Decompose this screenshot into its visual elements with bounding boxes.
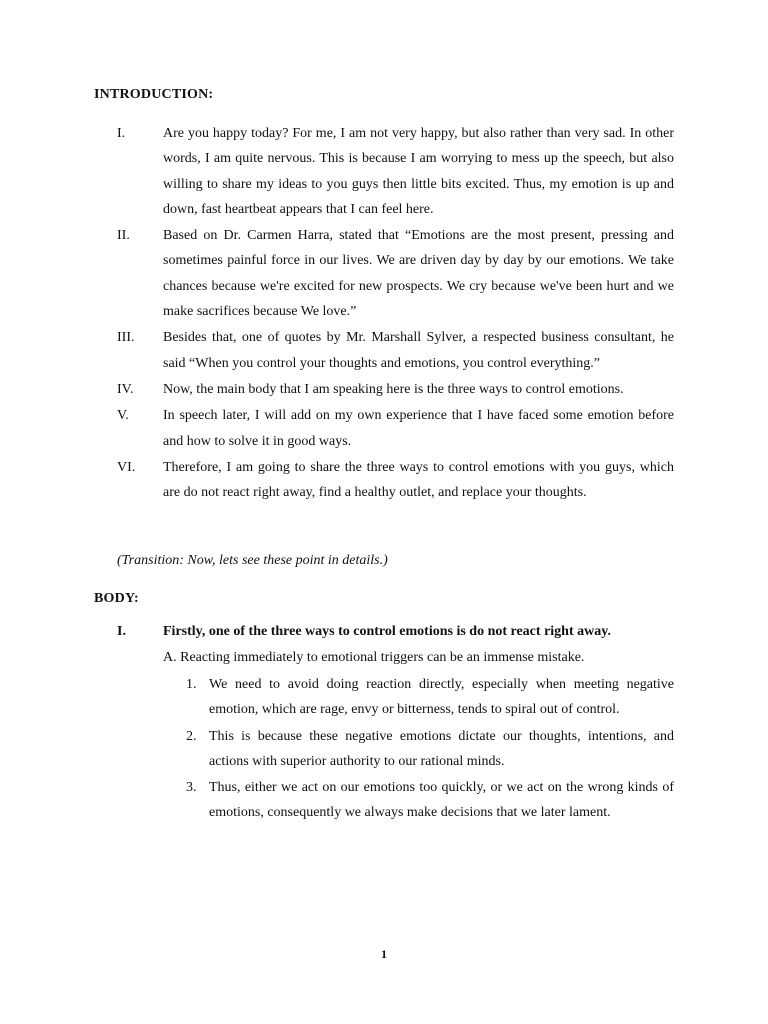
list-item-number: I.	[117, 126, 126, 141]
list-item	[0, 403, 768, 454]
list-item-number: III.	[117, 330, 135, 346]
introduction-heading: INTRODUCTION:	[94, 87, 214, 102]
list-item	[0, 223, 768, 324]
list-item-text: Besides that, one of quotes by Mr. Marshall Sylver, a respected business consultant, he said “When you control your thoughts and emotions, you control everything.”	[163, 330, 674, 371]
list-item	[0, 455, 768, 506]
list-item-number: 3.	[186, 780, 197, 796]
introduction-list	[0, 121, 768, 506]
list-item-text: Therefore, I am going to share the three ways to control emotions with you guys, which are do not react right away, find a healthy outlet, and replace your thoughts.	[163, 459, 674, 501]
list-item-text: In speech later, I will add on my own experience that I have faced some emotion before and how to solve it in good ways.	[163, 408, 674, 449]
page-number: 1	[381, 947, 387, 961]
body-heading: BODY:	[94, 591, 139, 606]
transition-note: (Transition: Now, lets see these point in details.)	[117, 553, 388, 568]
list-item-text: Are you happy today? For me, I am not very happy, but also rather than very sad. In other words, I am quite nervous. This is because I am worrying to mess up the speech, but also willing to share my ideas to you guys then little bits excited. Thus, my emotion is up and down, fast heartbeat appears that I can feel here.	[163, 126, 674, 217]
list-item	[0, 325, 768, 376]
list-item	[0, 724, 768, 775]
list-item-text: Based on Dr. Carmen Harra, stated that “Emotions are the most present, pressing and sometimes painful force in our lives. We are driven day by day by our emotions. We take chances because we're excited for new prospects. We cry because we've been hurt and we make sacrifices because We love.”	[163, 228, 674, 320]
list-item-text: Now, the main body that I am speaking here is the three ways to control emotions.	[163, 381, 624, 397]
list-item-text: This is because these negative emotions dictate our thoughts, intentions, and actions with superior authority to our rational minds.	[209, 728, 674, 769]
list-item	[0, 672, 768, 723]
list-item	[0, 121, 768, 222]
sub-point-a: A. Reacting immediately to emotional triggers can be an immense mistake.	[163, 650, 585, 665]
list-item-number: VI.	[117, 459, 136, 475]
list-item-text: Thus, either we act on our emotions too quickly, or we act on the wrong kinds of emotions, consequently we always make decisions that we later lament.	[209, 780, 674, 821]
main-point-text: Firstly, one of the three ways to control emotions is do not react right away.	[163, 624, 611, 639]
numbered-list	[0, 672, 768, 827]
list-item-text: We need to avoid doing reaction directly, especially when meeting negative emotion, which are rage, envy or bitterness, tends to spiral out of control.	[209, 677, 674, 718]
list-item	[0, 377, 768, 402]
list-item-number: II.	[117, 228, 130, 244]
list-item-number: 2.	[186, 728, 197, 744]
list-item-number: 1.	[186, 677, 197, 692]
list-item-number: V.	[117, 408, 129, 424]
list-item	[0, 775, 768, 826]
main-point-number: I.	[117, 624, 126, 639]
list-item-number: IV.	[117, 381, 134, 397]
